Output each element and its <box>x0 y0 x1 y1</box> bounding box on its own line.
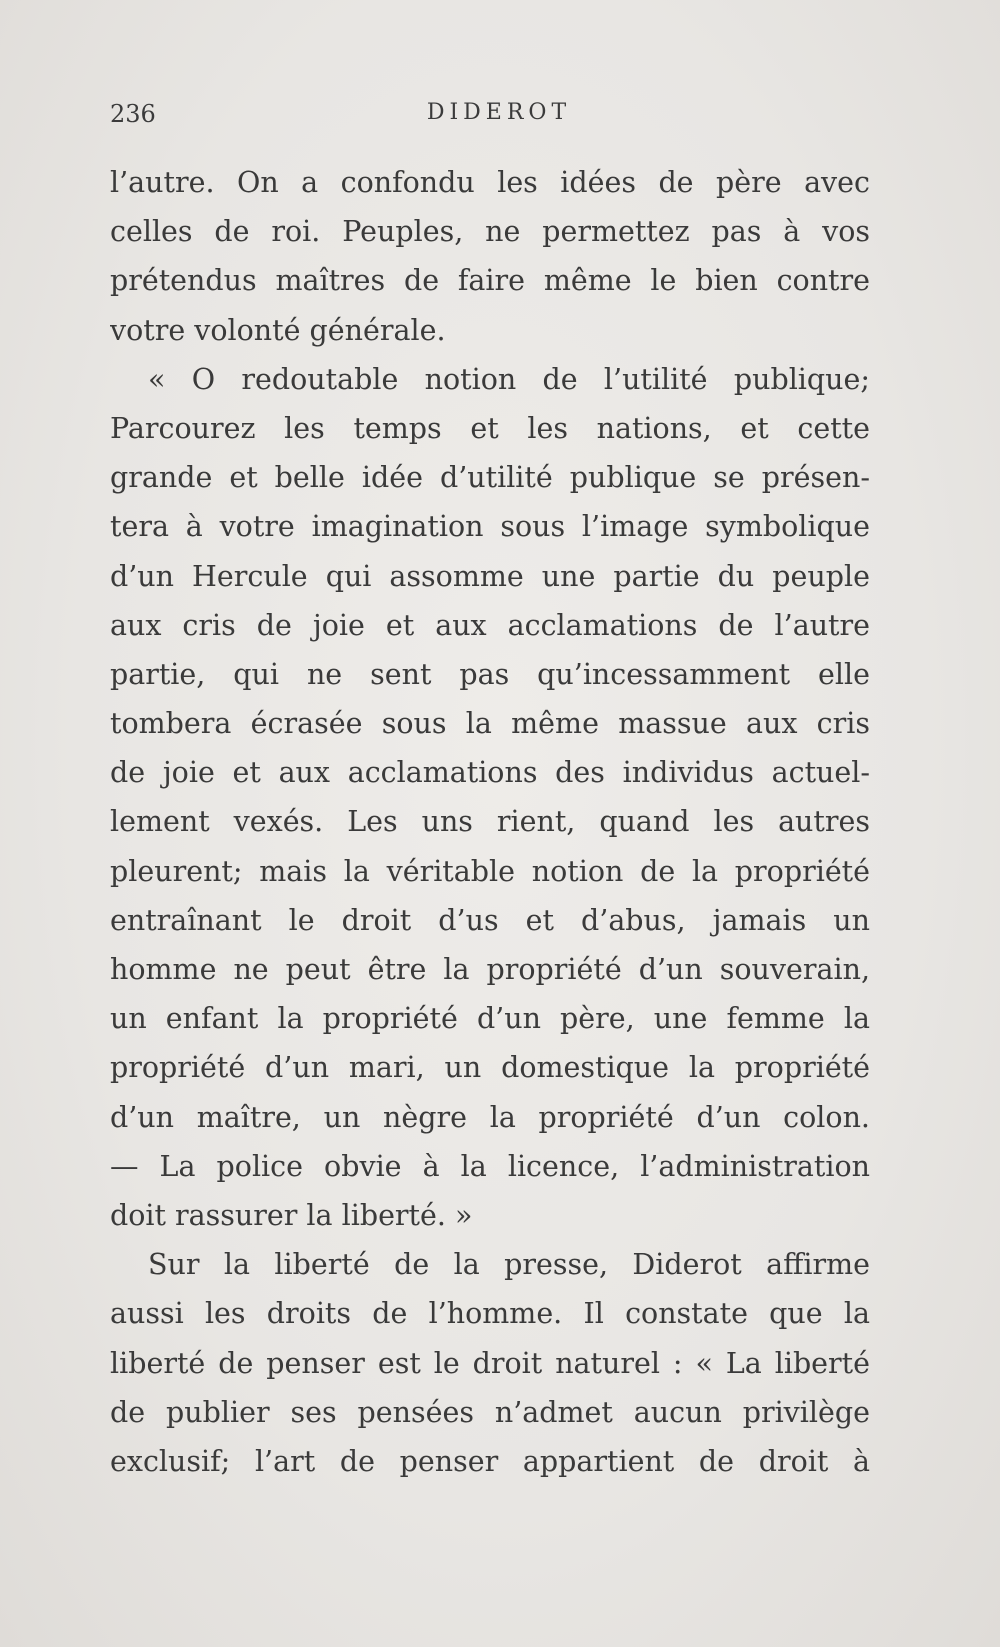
text-line: de publier ses pensées n’admet aucun privilège <box>110 1395 870 1429</box>
text-line: pleurent; mais la véritable notion de la propriété <box>110 854 870 888</box>
text-line: un enfant la propriété d’un père, une femme la <box>110 1002 870 1036</box>
text-line: entraînant le droit d’us et d’abus, jamais un <box>110 903 870 937</box>
text-line: exclusif; l’art de penser appartient de droit à <box>110 1444 870 1478</box>
text-line: liberté de penser est le droit naturel : « La liberté <box>110 1346 870 1380</box>
text-line: d’un Hercule qui assomme une partie du peuple <box>110 559 870 593</box>
running-title: DIDEROT <box>426 100 572 125</box>
text-line: propriété d’un mari, un domestique la propriété <box>110 1051 870 1085</box>
text-line: prétendus maîtres de faire même le bien contre <box>110 264 870 298</box>
text-line: tombera écrasée sous la même massue aux cris <box>110 707 870 741</box>
page-number: 236 <box>110 100 156 128</box>
text-line: aussi les droits de l’homme. Il constate que la <box>110 1297 870 1331</box>
text-line: Sur la liberté de la presse, Diderot affirme <box>148 1248 870 1282</box>
text-line: d’un maître, un nègre la propriété d’un colon. <box>110 1100 870 1134</box>
text-line: lement vexés. Les uns rient, quand les autres <box>110 805 870 839</box>
text-line: tera à votre imagination sous l’image symbolique <box>110 510 870 544</box>
text-line: doit rassurer la liberté. » <box>110 1198 473 1232</box>
text-line: votre volonté générale. <box>110 313 446 347</box>
page-header <box>110 100 870 136</box>
text-line: « O redoutable notion de l’utilité publique; <box>148 362 870 396</box>
text-line: aux cris de joie et aux acclamations de l’autre <box>110 608 870 642</box>
text-line: de joie et aux acclamations des individus actuel- <box>110 756 870 790</box>
text-line: Parcourez les temps et les nations, et cette <box>110 411 870 445</box>
text-line: l’autre. On a confondu les idées de père avec <box>110 166 870 199</box>
text-line: partie, qui ne sent pas qu’incessamment elle <box>110 657 870 691</box>
text-line: — La police obvie à la licence, l’administration <box>110 1149 870 1183</box>
text-line: homme ne peut être la propriété d’un souverain, <box>110 953 870 986</box>
text-line: celles de roi. Peuples, ne permettez pas à vos <box>110 215 870 249</box>
body-text <box>110 158 870 1486</box>
text-line: grande et belle idée d’utilité publique se présen- <box>110 461 870 495</box>
